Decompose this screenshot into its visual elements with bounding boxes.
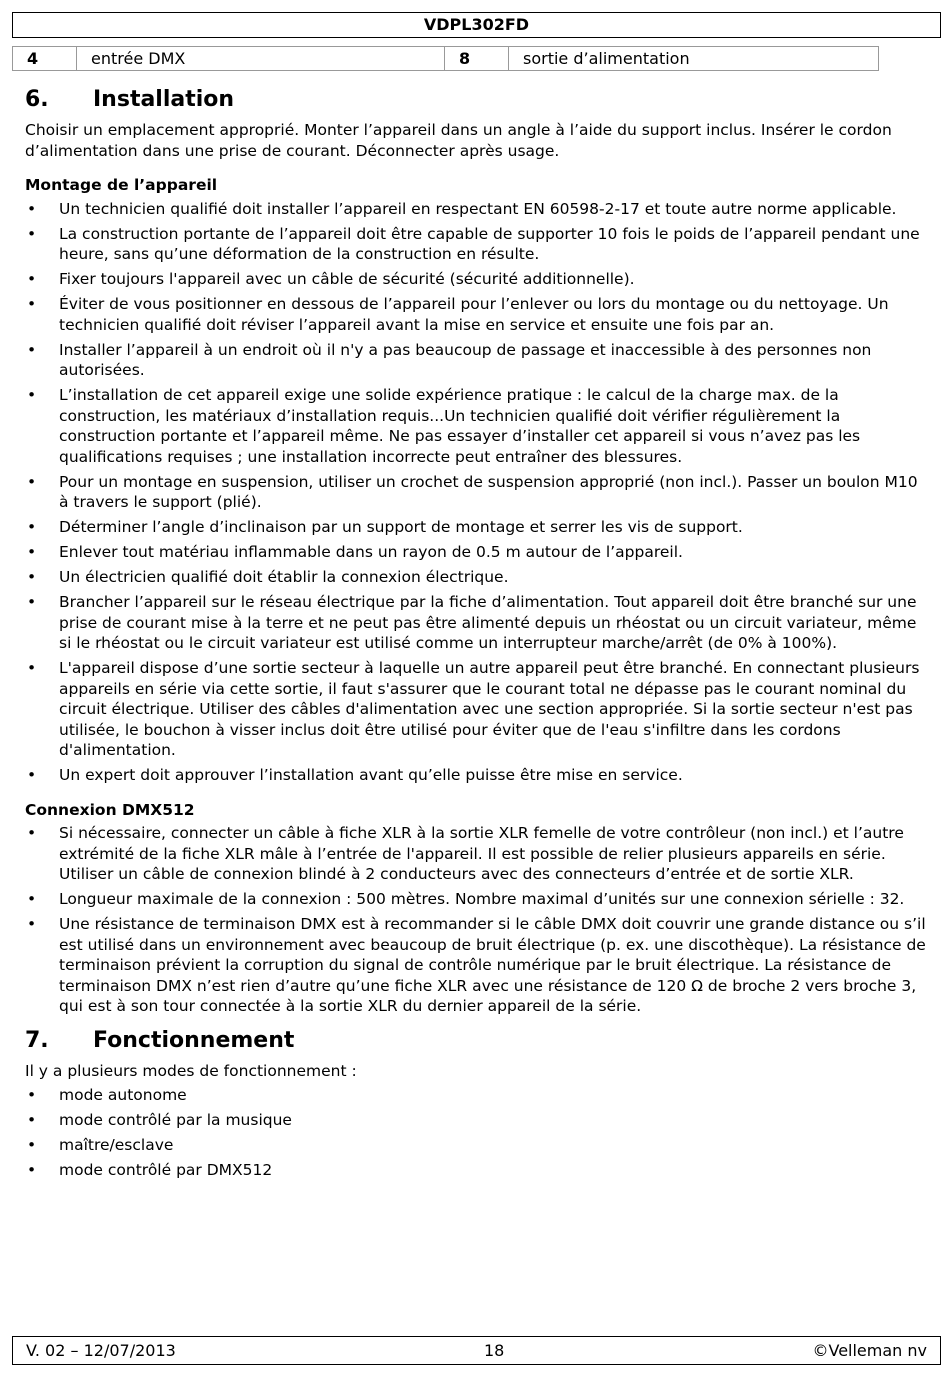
operation-intro: Il y a plusieurs modes de fonctionnement : bbox=[25, 1061, 357, 1080]
page-content bbox=[25, 86, 927, 1185]
legend-label: sortie d’alimentation bbox=[509, 47, 879, 71]
section-heading-installation bbox=[25, 86, 927, 114]
list-item: • Longueur maximale de la connexion : 500 mètres. Nombre maximal d’unités sur une connexion sérielle : 32. bbox=[25, 889, 927, 910]
section-number: 7. bbox=[25, 1027, 49, 1053]
modes-list bbox=[25, 1085, 927, 1181]
list-item: • Installer l’appareil à un endroit où il n'y a pas beaucoup de passage et inaccessible à des personnes non autorisées. bbox=[25, 340, 927, 381]
model-title: VDPL302FD bbox=[423, 15, 530, 34]
list-item: • Déterminer l’angle d’inclinaison par un support de montage et serrer les vis de support. bbox=[25, 517, 927, 538]
list-item: • Enlever tout matériau inflammable dans un rayon de 0.5 m autour de l’appareil. bbox=[25, 542, 927, 563]
list-item: • mode contrôlé par DMX512 bbox=[25, 1160, 927, 1181]
subheading-dmx: Connexion DMX512 bbox=[25, 800, 195, 819]
list-item: • Une résistance de terminaison DMX est à recommander si le câble DMX doit couvrir une grande distance ou s’il est utilisé dans un environnement avec beaucoup de bruit électrique (p. ex. une discothèque). La résistance de terminaison prévient la corruption du signal de contrôle numérique par le bruit électrique. La résistance de terminaison DMX n’est rien d’autre qu’une fiche XLR avec une résistance de 120 Ω de broche 2 vers broche 3, qui est à son tour connectée à la sortie XLR du dernier appareil de la série. bbox=[25, 914, 927, 1017]
section-heading-operation bbox=[25, 1027, 927, 1055]
list-item: • Fixer toujours l'appareil avec un câble de sécurité (sécurité additionnelle). bbox=[25, 269, 927, 290]
list-item: • La construction portante de l’appareil doit être capable de supporter 10 fois le poids de l’appareil pendant une heure, sans qu’une déformation de la construction en résulte. bbox=[25, 224, 927, 265]
list-item: • Si nécessaire, connecter un câble à fiche XLR à la sortie XLR femelle de votre contrôleur (non incl.) et l’autre extrémité de la fiche XLR mâle à l’entrée de l'appareil. Il est possible de relier plusieurs appareils en série. Utiliser un câble de connexion blindé à 2 conducteurs avec des connecteurs d’entrée et de sortie XLR. bbox=[25, 823, 927, 885]
list-item: • Brancher l’appareil sur le réseau électrique par la fiche d’alimentation. Tout appareil doit être branché sur une prise de courant mise à la terre et ne peut pas être alimenté depuis un rhéostat ou un circuit variateur, même si le rhéostat ou le circuit variateur est utilisé comme un interrupteur marche/arrêt (de 0% à 100%). bbox=[25, 592, 927, 654]
section-number: 6. bbox=[25, 87, 49, 112]
section-title: Installation bbox=[93, 87, 235, 112]
subheading-mounting: Montage de l’appareil bbox=[25, 176, 218, 194]
list-item: • Un technicien qualifié doit installer l’appareil en respectant EN 60598-2-17 et toute autre norme applicable. bbox=[25, 199, 927, 220]
list-item: • Éviter de vous positionner en dessous de l’appareil pour l’enlever ou lors du montage ou du nettoyage. Un technicien qualifié doit réviser l’appareil avant la mise en service et ensuite une fois par an. bbox=[25, 294, 927, 335]
footer-version: V. 02 – 12/07/2013 bbox=[26, 1341, 176, 1360]
footer-copyright: ©Velleman nv bbox=[812, 1341, 927, 1360]
document-footer bbox=[12, 1336, 941, 1365]
list-item: • maître/esclave bbox=[25, 1135, 927, 1156]
table-row bbox=[13, 47, 879, 71]
legend-number: 4 bbox=[13, 47, 77, 71]
page-number: 18 bbox=[483, 1341, 505, 1360]
installation-intro: Choisir un emplacement approprié. Monter l’appareil dans un angle à l’aide du support inclus. Insérer le cordon d’alimentation dans une prise de courant. Déconnecter après usage. bbox=[25, 121, 892, 160]
list-item: • mode autonome bbox=[25, 1085, 927, 1106]
legend-label: entrée DMX bbox=[77, 47, 445, 71]
mounting-list bbox=[25, 199, 927, 786]
list-item: • Un électricien qualifié doit établir la connexion électrique. bbox=[25, 567, 927, 588]
dmx-list bbox=[25, 823, 927, 1017]
list-item: • mode contrôlé par la musique bbox=[25, 1110, 927, 1131]
list-item: • L’installation de cet appareil exige une solide expérience pratique : le calcul de la charge max. de la construction, les matériaux d’installation requis...Un technicien qualifié doit vérifier régulièrement la construction portante et l’appareil même. Ne pas essayer d’installer cet appareil si vous n’avez pas les qualifications requises ; une installation incorrecte peut entraîner des blessures. bbox=[25, 385, 927, 467]
parts-legend-table bbox=[12, 46, 879, 71]
list-item: • Un expert doit approuver l’installation avant qu’elle puisse être mise en service. bbox=[25, 765, 927, 786]
legend-number: 8 bbox=[445, 47, 509, 71]
list-item: • L'appareil dispose d’une sortie secteur à laquelle un autre appareil peut être branché. En connectant plusieurs appareils en série via cette sortie, il faut s'assurer que le courant total ne dépasse pas le courant nominal du circuit électrique. Utiliser des câbles d'alimentation avec une section appropriée. Si la sortie secteur n'est pas utilisée, le bouchon à visser inclus doit être utilisé pour éviter que de l'eau s'infiltre dans les cordons d'alimentation. bbox=[25, 658, 927, 761]
section-title: Fonctionnement bbox=[93, 1027, 295, 1053]
list-item: • Pour un montage en suspension, utiliser un crochet de suspension approprié (non incl.). Passer un boulon M10 à travers le support (plié). bbox=[25, 472, 927, 513]
document-header bbox=[12, 12, 941, 38]
